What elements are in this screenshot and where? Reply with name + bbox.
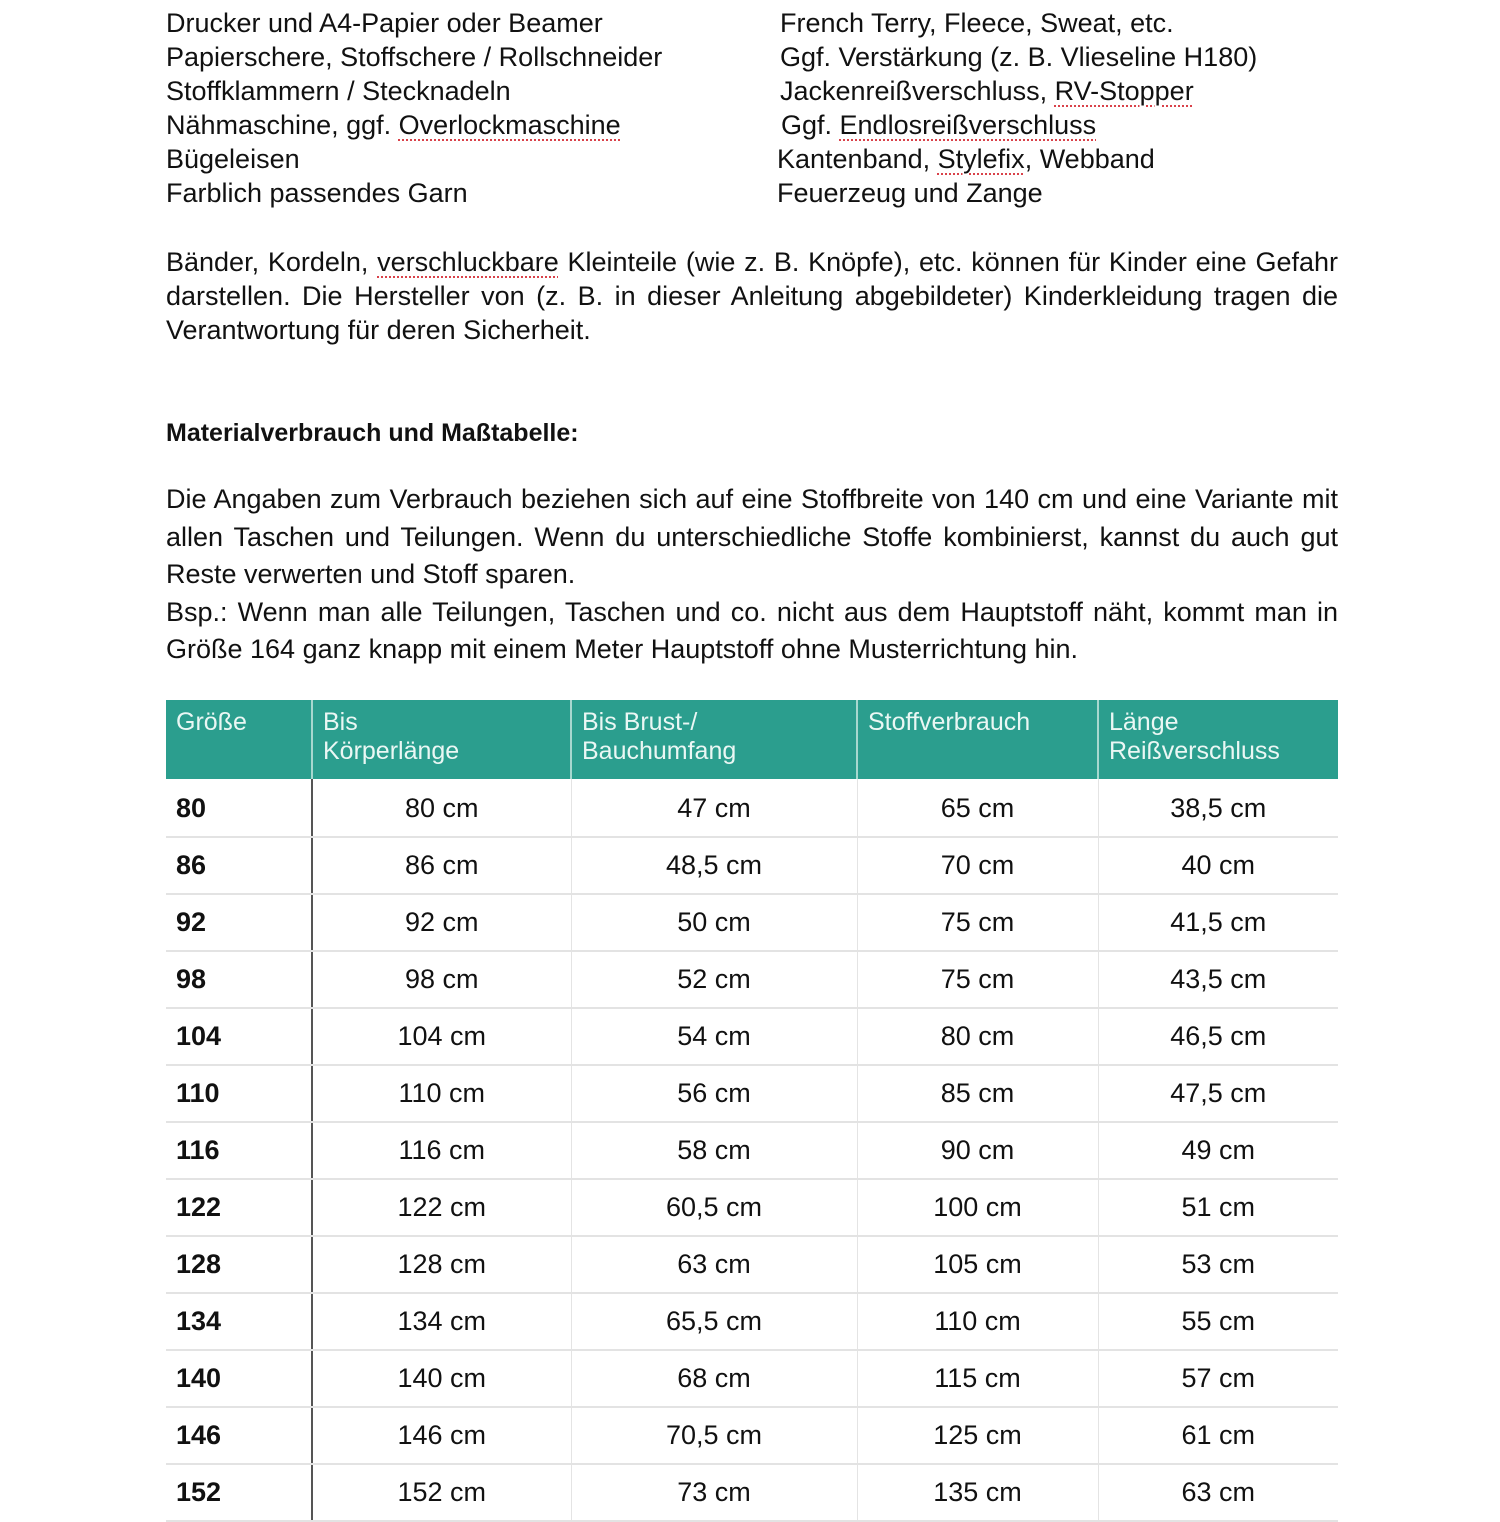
spellcheck-flagged-word[interactable]: RV-Stopper <box>1054 76 1194 106</box>
cell-chest-waist: 63 cm <box>571 1236 857 1293</box>
cell-chest-waist: 68 cm <box>571 1350 857 1407</box>
spellcheck-flagged-word[interactable]: Overlockmaschine <box>398 110 621 140</box>
table-row <box>166 1236 1338 1293</box>
material-item-text: , Webband <box>1024 144 1155 174</box>
table-row <box>166 837 1338 894</box>
cell-chest-waist: 56 cm <box>571 1065 857 1122</box>
cell-body-length: 80 cm <box>312 779 571 837</box>
cell-body-length: 86 cm <box>312 837 571 894</box>
spellcheck-flagged-word[interactable]: Stylefix <box>937 144 1025 174</box>
cell-chest-waist: 47 cm <box>571 779 857 837</box>
column-header-fabric-usage: Stoffverbrauch <box>857 700 1098 779</box>
material-item <box>781 108 1257 142</box>
cell-size: 104 <box>166 1008 312 1065</box>
cell-body-length: 116 cm <box>312 1122 571 1179</box>
example-paragraph: Bsp.: Wenn man alle Teilungen, Taschen und co. nicht aus dem Hauptstoff näht, kommt man in Größe 164 ganz knapp mit einem Meter Hauptstoff ohne Musterrichtung hin. <box>166 596 1338 664</box>
cell-size: 86 <box>166 837 312 894</box>
material-item: Drucker und A4-Papier oder Beamer <box>166 8 603 38</box>
cell-zipper-length: 43,5 cm <box>1098 951 1338 1008</box>
material-item-text: Ggf. <box>781 110 840 140</box>
intro-paragraph: Die Angaben zum Verbrauch beziehen sich auf eine Stoffbreite von 140 cm und eine Variante mit allen Taschen und Teilungen. Wenn du unterschiedliche Stoffe kombinierst, kannst du auch gut Reste verwerten und Stoff sparen. <box>166 484 1338 589</box>
cell-size: 116 <box>166 1122 312 1179</box>
cell-body-length: 140 cm <box>312 1350 571 1407</box>
consumption-intro <box>166 481 1338 669</box>
cell-body-length: 110 cm <box>312 1065 571 1122</box>
cell-zipper-length: 55 cm <box>1098 1293 1338 1350</box>
cell-fabric-usage: 75 cm <box>857 951 1098 1008</box>
cell-fabric-usage: 75 cm <box>857 894 1098 951</box>
table-row <box>166 1179 1338 1236</box>
cell-fabric-usage: 115 cm <box>857 1350 1098 1407</box>
cell-fabric-usage: 90 cm <box>857 1122 1098 1179</box>
cell-body-length: 128 cm <box>312 1236 571 1293</box>
cell-chest-waist: 54 cm <box>571 1008 857 1065</box>
material-item: Ggf. Verstärkung (z. B. Vlieseline H180) <box>780 42 1258 72</box>
cell-zipper-length: 63 cm <box>1098 1464 1338 1521</box>
cell-size: 110 <box>166 1065 312 1122</box>
cell-fabric-usage: 105 cm <box>857 1236 1098 1293</box>
cell-chest-waist: 58 cm <box>571 1122 857 1179</box>
material-item <box>166 108 662 142</box>
material-item: Bügeleisen <box>166 144 300 174</box>
document-page <box>166 0 1338 1507</box>
table-row <box>166 894 1338 951</box>
cell-body-length: 146 cm <box>312 1407 571 1464</box>
cell-fabric-usage: 70 cm <box>857 837 1098 894</box>
cell-zipper-length: 46,5 cm <box>1098 1008 1338 1065</box>
table-row <box>166 1293 1338 1350</box>
column-header-body-length: Bis Körperlänge <box>312 700 571 779</box>
cell-body-length: 122 cm <box>312 1179 571 1236</box>
cell-chest-waist: 65,5 cm <box>571 1293 857 1350</box>
cell-fabric-usage: 100 cm <box>857 1179 1098 1236</box>
safety-warning-paragraph <box>166 245 1338 347</box>
cell-zipper-length: 57 cm <box>1098 1350 1338 1407</box>
material-item: Farblich passendes Garn <box>166 178 468 208</box>
material-item <box>777 142 1257 176</box>
cell-chest-waist: 73 cm <box>571 1464 857 1521</box>
material-item: Stoffklammern / Stecknadeln <box>166 76 511 106</box>
size-table <box>166 700 1338 1522</box>
cell-size: 128 <box>166 1236 312 1293</box>
material-item-text: Kantenband, <box>777 144 938 174</box>
cell-body-length: 152 cm <box>312 1464 571 1521</box>
table-row <box>166 1008 1338 1065</box>
table-row <box>166 1464 1338 1521</box>
cell-chest-waist: 70,5 cm <box>571 1407 857 1464</box>
cell-fabric-usage: 80 cm <box>857 1008 1098 1065</box>
cell-fabric-usage: 85 cm <box>857 1065 1098 1122</box>
cell-zipper-length: 40 cm <box>1098 837 1338 894</box>
cell-zipper-length: 49 cm <box>1098 1122 1338 1179</box>
cell-body-length: 104 cm <box>312 1008 571 1065</box>
cell-zipper-length: 53 cm <box>1098 1236 1338 1293</box>
material-item: Papierschere, Stoffschere / Rollschneider <box>166 42 663 72</box>
cell-size: 98 <box>166 951 312 1008</box>
table-row <box>166 1350 1338 1407</box>
column-header-zipper-length: Länge Reißverschluss <box>1098 700 1338 779</box>
material-item: French Terry, Fleece, Sweat, etc. <box>780 8 1174 38</box>
table-row <box>166 1407 1338 1464</box>
material-item-text: Jackenreißverschluss, <box>780 76 1055 106</box>
cell-chest-waist: 50 cm <box>571 894 857 951</box>
warning-text: Bänder, Kordeln, <box>166 247 378 277</box>
cell-size: 140 <box>166 1350 312 1407</box>
material-item: Feuerzeug und Zange <box>777 178 1043 208</box>
cell-fabric-usage: 65 cm <box>857 779 1098 837</box>
table-row <box>166 1065 1338 1122</box>
cell-chest-waist: 60,5 cm <box>571 1179 857 1236</box>
cell-size: 80 <box>166 779 312 837</box>
table-row <box>166 1122 1338 1179</box>
cell-zipper-length: 61 cm <box>1098 1407 1338 1464</box>
materials-tools-column <box>166 6 662 210</box>
cell-size: 152 <box>166 1464 312 1521</box>
section-heading: Materialverbrauch und Maßtabelle: <box>166 419 579 447</box>
cell-fabric-usage: 110 cm <box>857 1293 1098 1350</box>
cell-size: 122 <box>166 1179 312 1236</box>
cell-zipper-length: 47,5 cm <box>1098 1065 1338 1122</box>
cell-body-length: 98 cm <box>312 951 571 1008</box>
material-item <box>780 74 1257 108</box>
spellcheck-flagged-word[interactable]: Endlosreißverschluss <box>839 110 1097 140</box>
warning-text: Kleinteile (wie z. B. Knöpfe), etc. können für Kinder eine Gefahr darstellen. Die Hersteller von (z. B. in dieser Anleitung abgebildeter) Kinderkleidung tragen die Verantwortung für deren Sicherheit. <box>166 247 1338 345</box>
cell-size: 146 <box>166 1407 312 1464</box>
table-header-row <box>166 700 1338 779</box>
table-row <box>166 779 1338 837</box>
cell-size: 92 <box>166 894 312 951</box>
cell-zipper-length: 41,5 cm <box>1098 894 1338 951</box>
materials-fabric-column <box>777 6 1258 210</box>
cell-fabric-usage: 125 cm <box>857 1407 1098 1464</box>
column-header-size: Größe <box>166 700 312 779</box>
cell-chest-waist: 52 cm <box>571 951 857 1008</box>
column-header-chest-waist: Bis Brust-/ Bauchumfang <box>571 700 857 779</box>
cell-size: 134 <box>166 1293 312 1350</box>
cell-chest-waist: 48,5 cm <box>571 837 857 894</box>
cell-zipper-length: 51 cm <box>1098 1179 1338 1236</box>
cell-body-length: 92 cm <box>312 894 571 951</box>
spellcheck-flagged-word[interactable]: verschluckbare <box>377 247 559 277</box>
materials-list <box>166 0 1338 220</box>
material-item-text: Nähmaschine, ggf. <box>166 110 399 140</box>
table-row <box>166 951 1338 1008</box>
cell-body-length: 134 cm <box>312 1293 571 1350</box>
cell-zipper-length: 38,5 cm <box>1098 779 1338 837</box>
cell-fabric-usage: 135 cm <box>857 1464 1098 1521</box>
